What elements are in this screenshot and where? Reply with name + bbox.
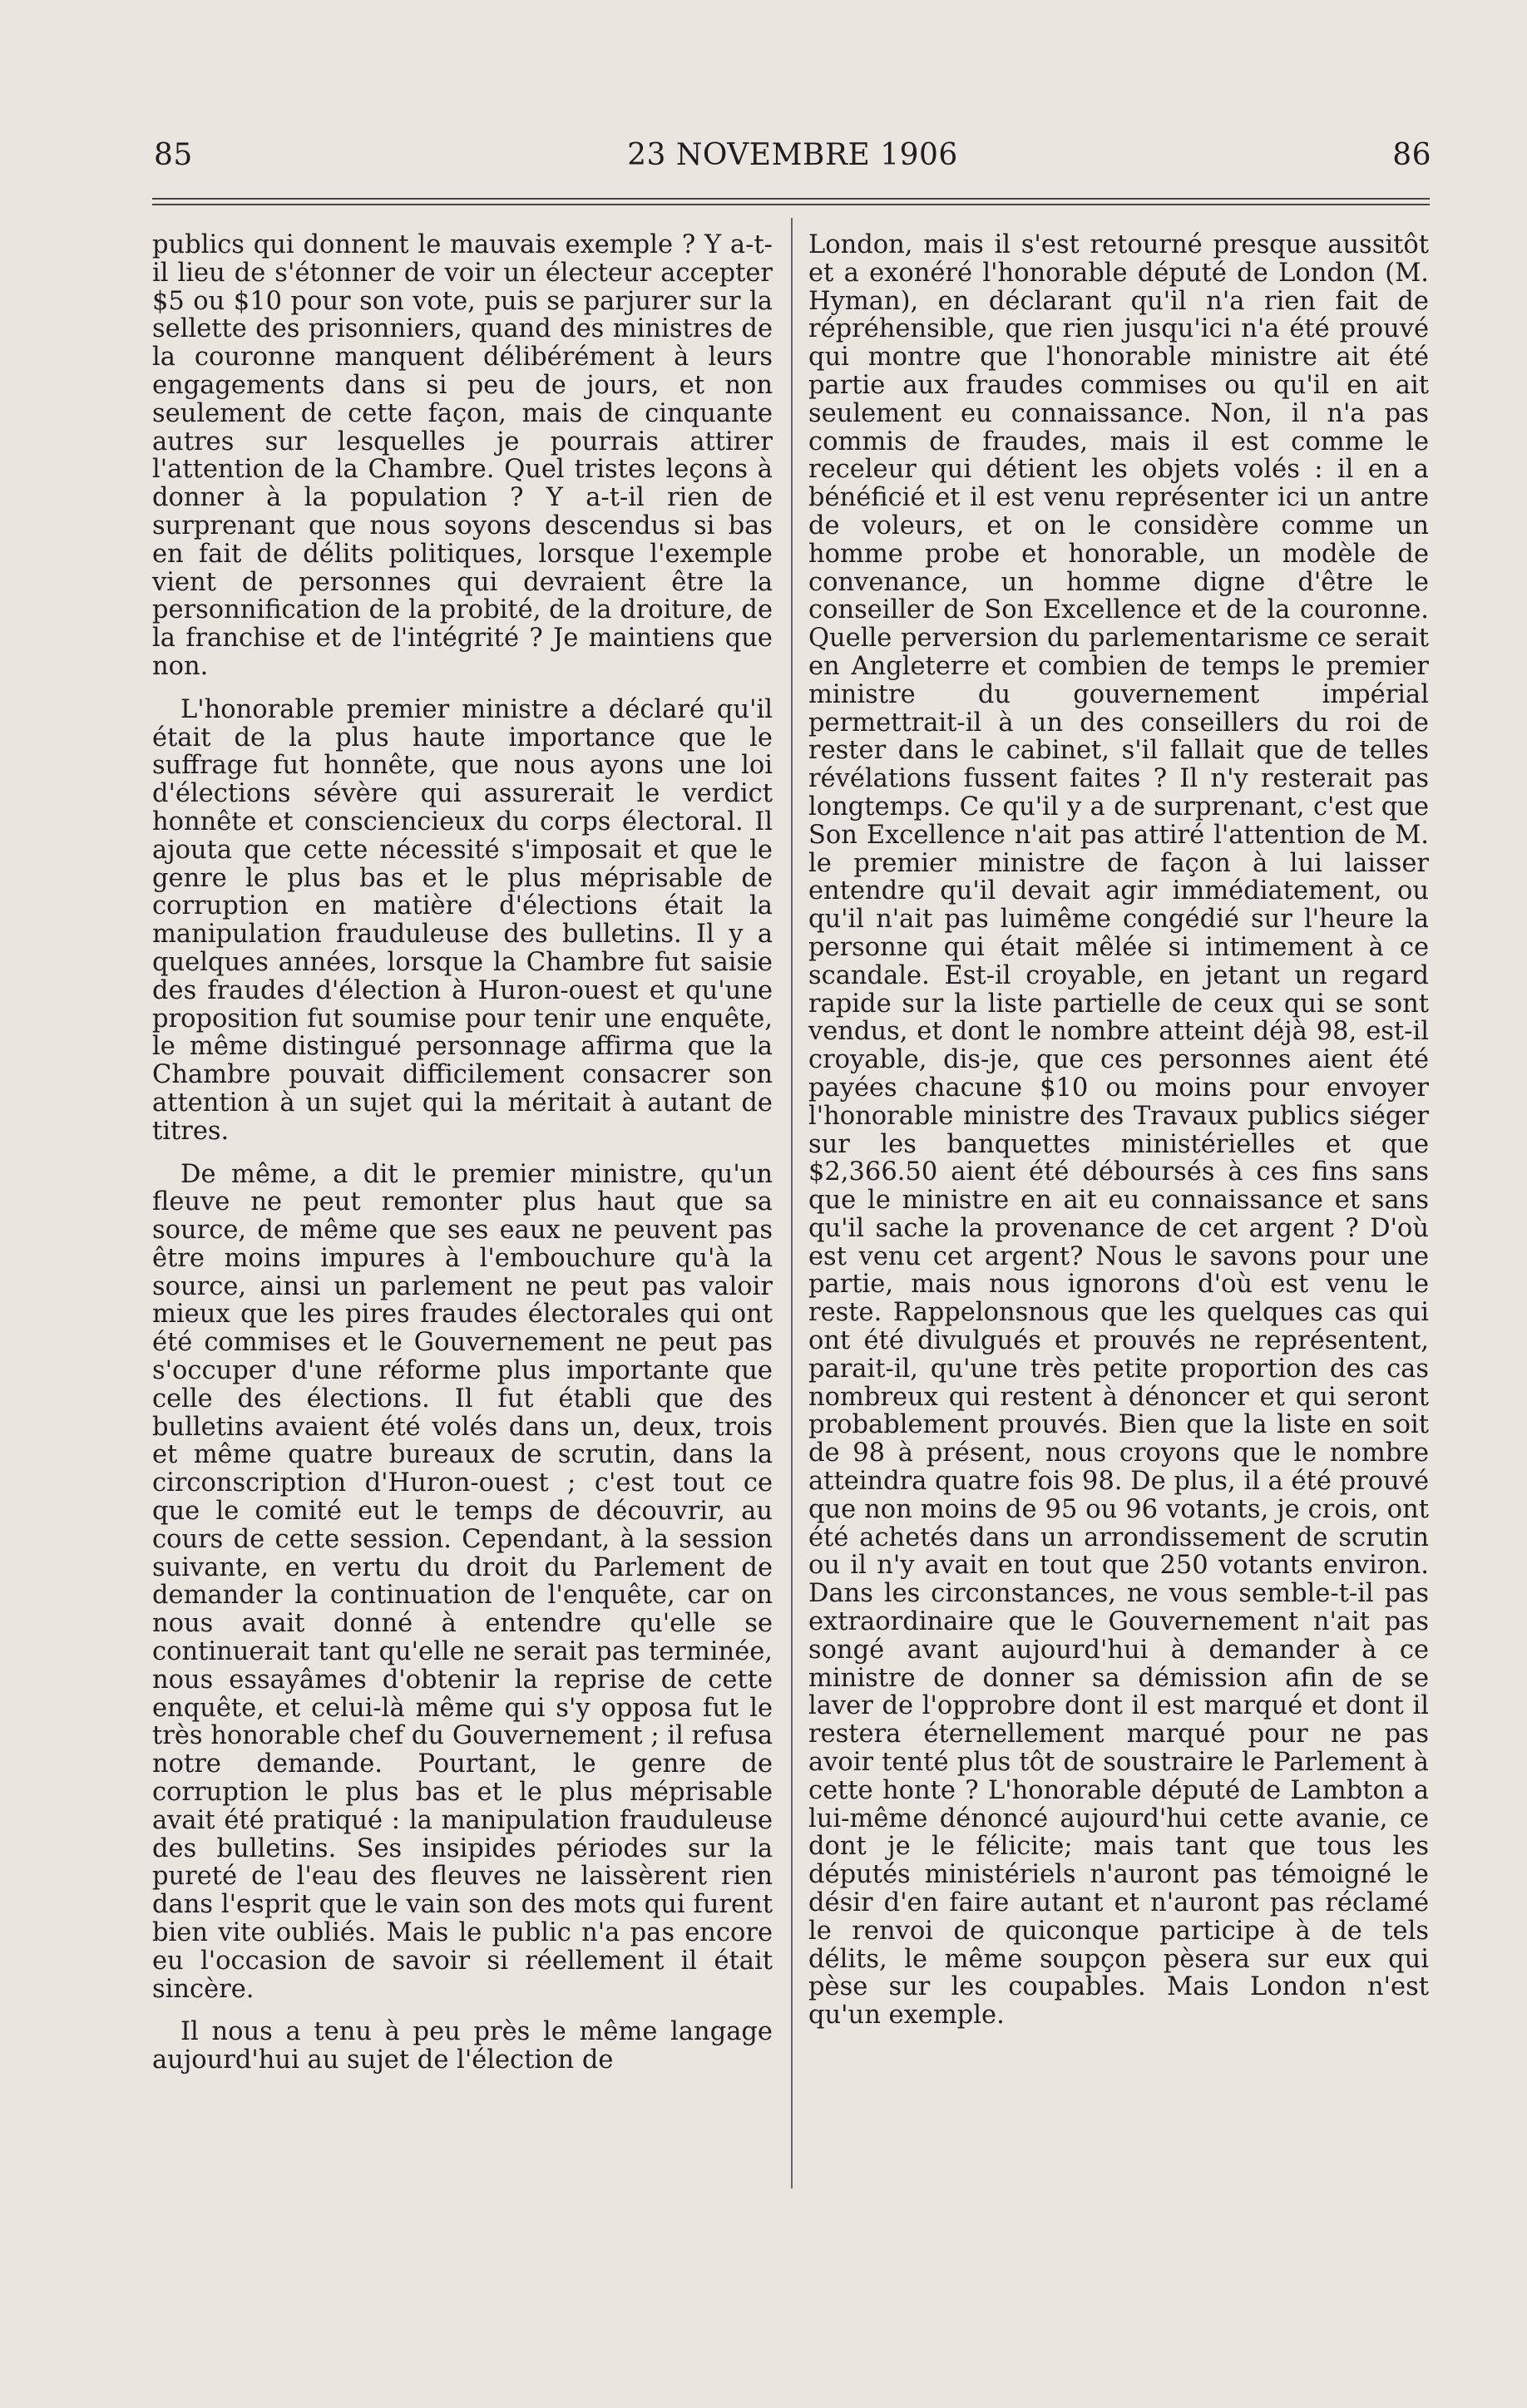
paragraph: De même, a dit le premier ministre, qu'un fleuve ne peut remonter plus haut que sa source, de même que ses eaux ne peuvent pas être moins impures à l'embouchure qu'à la source, ainsi un parlement ne peut pas valoir mieux que les pires fraudes électorales qui ont été commises et le Gouvernement ne peut pas s'occuper d'une réforme plus importante que celle des élections. Il fut établi que des bulletins avaient été volés dans un, deux, trois et même quatre bureaux de scrutin, dans la circonscription d'Huron-ouest ; c'est tout ce que le comité eut le temps de découvrir, au cours de cette session. Cependant, à la session suivante, en vertu du droit du Parlement de demander la continuation de l'enquête, car on nous avait donné à entendre qu'elle se continuerait tant qu'elle ne serait pas terminée, nous essayâmes d'obtenir la reprise de cette enquête, et celui-là même qui s'y opposa fut le très honorable chef du Gouvernement ; il refusa notre demande. Pourtant, le genre de corruption le plus bas et le plus méprisable avait été pratiqué : la manipulation frauduleuse des bulletins. Ses insipides périodes sur la pureté de l'eau des fleuves ne laissèrent rien dans l'esprit que le vain son des mots qui furent bien vite oubliés. Mais le public n'a pas encore eu l'occasion de savoir si réellement il était sincère. (152, 1159, 773, 2004)
paragraph: Il nous a tenu à peu près le même langage aujourd'hui au sujet de l'élection de (152, 2017, 773, 2075)
left-page-number: 85 (154, 138, 193, 172)
column-divider (791, 218, 793, 2188)
right-column (808, 231, 1429, 2030)
page-header (154, 131, 1431, 181)
left-column (152, 231, 773, 2075)
paragraph: L'honorable premier ministre a déclaré qu'il était de la plus haute importance que le suffrage fut honnête, que nous ayons une loi d'élections sévère qui assurerait le verdict honnête et consciencieux du corps électoral. Il ajouta que cette nécessité s'imposait et que le genre le plus bas et le plus méprisable de corruption en matière d'élections était la manipulation frauduleuse des bulletins. Il y a quelques années, lorsque la Chambre fut saisie des fraudes d'élection à Huron-ouest et qu'une proposition fut soumise pour tenir une enquête, le même distingué personnage affirma que la Chambre pouvait difficilement consacrer son attention à un sujet qui la méritait à autant de titres. (152, 694, 773, 1146)
right-page-number: 86 (1392, 138, 1431, 172)
paragraph: London, mais il s'est retourné presque aussitôt et a exonéré l'honorable député de London (M. Hyman), en déclarant qu'il n'a rien fait de répréhensible, que rien jusqu'ici n'a été prouvé qui montre que l'honorable ministre ait été partie aux fraudes commises ou qu'il en ait seulement eu connaissance. Non, il n'a pas commis de fraudes, mais il est comme le receleur qui détient les objets volés : il en a bénéficié et il est venu représenter ici un antre de voleurs, et on le considère comme un homme probe et honorable, un modèle de convenance, un homme digne d'être le conseiller de Son Excellence et de la couronne. Quelle perversion du parlementarisme ce serait en Angleterre et combien de temps le premier ministre du gouvernement impérial permettrait-il à un des conseillers du roi de rester dans le cabinet, s'il fallait que de telles révélations fussent faites ? Il n'y resterait pas longtemps. Ce qu'il y a de surprenant, c'est que Son Excellence n'ait pas attiré l'attention de M. le premier ministre de façon à lui laisser entendre qu'il devait agir immédiatement, ou qu'il n'ait pas luimême congédié sur l'heure la personne qui était mêlée si intimement à ce scandale. Est-il croyable, en jetant un regard rapide sur la liste partielle de ceux qui se sont vendus, et dont le nombre atteint déjà 98, est-il croyable, dis-je, que ces personnes aient été payées chacune $10 ou moins pour envoyer l'honorable ministre des Travaux publics siéger sur les banquettes ministérielles et que $2,366.50 aient été déboursés à ces fins sans que le ministre en ait eu connaissance et sans qu'il sache la provenance de cet argent ? D'où est venu cet argent? Nous le savons pour une partie, mais nous ignorons d'où est venu le reste. Rappelonsnous que les quelques cas qui ont été divulgués et prouvés ne représentent, parait-il, qu'une très petite proportion des cas nombreux qui restent à dénoncer et qui seront probablement prouvés. Bien que la liste en soit de 98 à présent, nous croyons que le nombre atteindra quatre fois 98. De plus, il a été prouvé que non moins de 95 ou 96 votants, je crois, ont été achetés dans un arrondissement de scrutin ou il n'y avait en tout que 250 votants environ. Dans les circonstances, ne vous semble-t-il pas extraordinaire que le Gouvernement n'ait pas songé avant aujourd'hui à demander à ce ministre de donner sa démission afin de se laver de l'opprobre dont il est marqué et dont il restera éternellement marqué pour ne pas avoir tenté plus tôt de soustraire le Parlement à cette honte ? L'honorable député de Lambton a lui-même dénoncé aujourd'hui cette avanie, ce dont je le félicite; mais tant que tous les députés ministériels n'auront pas témoigné le désir d'en faire autant et n'auront pas réclamé le renvoi de quiconque participe à de tels délits, le même soupçon pèsera sur eux qui pèse sur les coupables. Mais London n'est qu'un exemple. (808, 230, 1429, 2031)
page-date: 23 NOVEMBRE 1906 (627, 138, 958, 172)
header-rule (152, 198, 1430, 205)
paragraph: publics qui donnent le mauvais exemple ? Y a-t-il lieu de s'étonner de voir un électeur accepter $5 ou $10 pour son vote, puis se parjurer sur la sellette des prisonniers, quand des ministres de la couronne manquent délibérément à leurs engagements dans si peu de jours, et non seulement de cette façon, mais de cinquante autres sur lesquelles je pourrais attirer l'attention de la Chambre. Quel tristes leçons à donner à la population ? Y a-t-il rien de surprenant que nous soyons descendus si bas en fait de délits politiques, lorsque l'exemple vient de personnes qui devraient être la personnification de la probité, de la droiture, de la franchise et de l'intégrité ? Je maintiens que non. (152, 230, 773, 681)
